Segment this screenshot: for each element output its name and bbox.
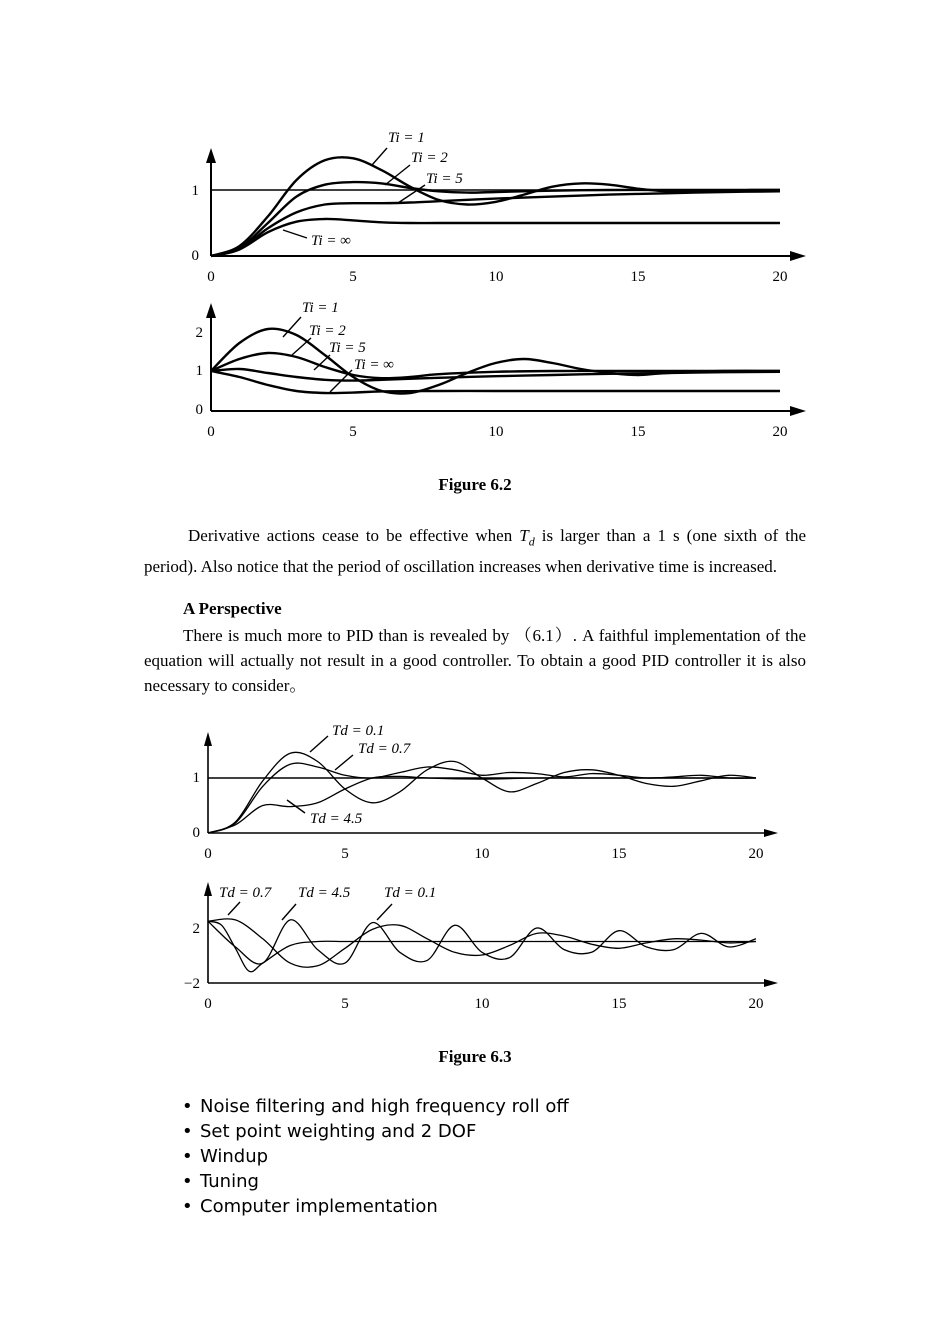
x-tick-label: 5 <box>341 996 349 1012</box>
list-item <box>182 1094 569 1119</box>
series-line-ti-1 <box>211 329 780 394</box>
y-tick-label: 0 <box>192 825 200 841</box>
curve-label: Ti = 5 <box>329 340 366 356</box>
list-item <box>182 1144 569 1169</box>
x-tick-label: 0 <box>207 424 215 440</box>
y-tick-label: 2 <box>195 325 203 341</box>
y-tick-label: 0 <box>191 248 199 264</box>
x-tick-label: 15 <box>611 846 627 862</box>
series-line-td-0-1 <box>208 921 756 971</box>
curve-label: Ti = 2 <box>411 150 448 166</box>
bullet-icon: • <box>182 1171 193 1192</box>
list-item-text: Set point weighting and 2 DOF <box>200 1121 477 1142</box>
series-line-ti- <box>211 219 780 256</box>
x-tick-label: 0 <box>204 996 212 1012</box>
curve-label: Td = 0.7 <box>219 885 272 901</box>
consideration-list <box>182 1094 569 1219</box>
y-arrow <box>204 882 212 896</box>
figure-6-3 <box>0 700 950 1030</box>
fig63-top-axes <box>208 742 772 833</box>
x-tick-label: 10 <box>488 424 504 440</box>
curve-label: Ti = 5 <box>426 171 463 187</box>
x-arrow <box>764 979 778 987</box>
fig63-top-curves <box>208 752 756 833</box>
curve-label: Td = 0.7 <box>358 741 411 757</box>
figure-6-3-caption: Figure 6.3 <box>438 1047 512 1066</box>
bullet-icon: • <box>182 1121 193 1142</box>
x-tick-label: 20 <box>748 996 764 1012</box>
paragraph-perspective: There is much more to PID than is revealed by （6.1）. A faithful implementation of the equation will actually not result in a good controller. To obtain a good PID controller it is also necessary to consider。 <box>144 626 806 695</box>
curve-label: Ti = 1 <box>388 130 425 146</box>
x-tick-label: 10 <box>488 269 504 285</box>
section-heading: A Perspective <box>183 599 282 618</box>
series-line-ti- <box>211 371 780 393</box>
x-tick-label: 10 <box>474 846 490 862</box>
fig63-bottom-curves <box>208 919 756 972</box>
fig62-bottom-curves <box>211 329 780 394</box>
fig62-top-curves <box>211 157 780 256</box>
list-item-text: Windup <box>200 1146 269 1167</box>
x-tick-label: 5 <box>349 269 357 285</box>
curve-label: Td = 4.5 <box>310 811 363 827</box>
paragraph-derivative <box>144 523 806 579</box>
bullet-icon: • <box>182 1196 193 1217</box>
x-tick-label: 0 <box>204 846 212 862</box>
series-line-td-4-5 <box>208 776 756 833</box>
list-item-text: Tuning <box>200 1171 259 1192</box>
y-arrow <box>206 303 216 318</box>
symbol: T <box>519 526 529 545</box>
y-arrow <box>204 732 212 746</box>
y-tick-label: 1 <box>192 770 200 786</box>
x-tick-label: 15 <box>611 996 627 1012</box>
fig63-bottom-axes <box>208 893 772 983</box>
curve-label: Ti = 1 <box>302 300 339 316</box>
y-tick-label: −2 <box>184 976 200 992</box>
x-tick-label: 20 <box>772 424 788 440</box>
x-tick-label: 20 <box>772 269 788 285</box>
bullet-icon: • <box>182 1096 193 1117</box>
x-tick-label: 0 <box>207 269 215 285</box>
fig63-bottom-leaders <box>228 902 392 920</box>
y-arrow <box>206 148 216 163</box>
paragraph-text: is larger than a 1 s (one sixth of the period). Also notice that the period of oscillation increases when derivative time is increased. <box>144 526 806 577</box>
series-line-td-0-7 <box>208 919 756 967</box>
list-item-text: Computer implementation <box>200 1196 438 1217</box>
x-tick-label: 10 <box>474 996 490 1012</box>
y-tick-label: 2 <box>192 921 200 937</box>
list-item <box>182 1119 569 1144</box>
bullet-icon: • <box>182 1146 193 1167</box>
x-tick-label: 5 <box>341 846 349 862</box>
series-line-td-0-7 <box>208 763 756 833</box>
paragraph-text: Derivative actions cease to be effective when <box>188 526 520 545</box>
x-tick-label: 20 <box>748 846 764 862</box>
x-arrow <box>790 251 806 261</box>
x-tick-label: 15 <box>630 269 646 285</box>
curve-label: Ti = ∞ <box>354 357 394 373</box>
fig62-top-axes <box>211 160 800 256</box>
curve-label: Ti = ∞ <box>311 233 351 249</box>
y-tick-label: 1 <box>191 183 199 199</box>
list-item <box>182 1194 569 1219</box>
curve-label: Td = 4.5 <box>298 885 351 901</box>
symbol-subscript: d <box>528 534 535 549</box>
x-tick-label: 5 <box>349 424 357 440</box>
series-line-ti-2 <box>211 353 780 378</box>
figure-6-2-caption: Figure 6.2 <box>438 475 512 494</box>
list-item <box>182 1169 569 1194</box>
series-line-ti-1 <box>211 157 780 256</box>
fig62-bottom-axes <box>211 315 800 411</box>
curve-label: Ti = 2 <box>309 323 346 339</box>
x-arrow <box>764 829 778 837</box>
figure-6-2 <box>0 0 950 450</box>
x-arrow <box>790 406 806 416</box>
y-tick-label: 0 <box>195 402 203 418</box>
list-item-text: Noise filtering and high frequency roll off <box>200 1096 569 1117</box>
x-tick-label: 15 <box>630 424 646 440</box>
y-tick-label: 1 <box>195 363 203 379</box>
curve-label: Td = 0.1 <box>384 885 437 901</box>
curve-label: Td = 0.1 <box>332 723 385 739</box>
